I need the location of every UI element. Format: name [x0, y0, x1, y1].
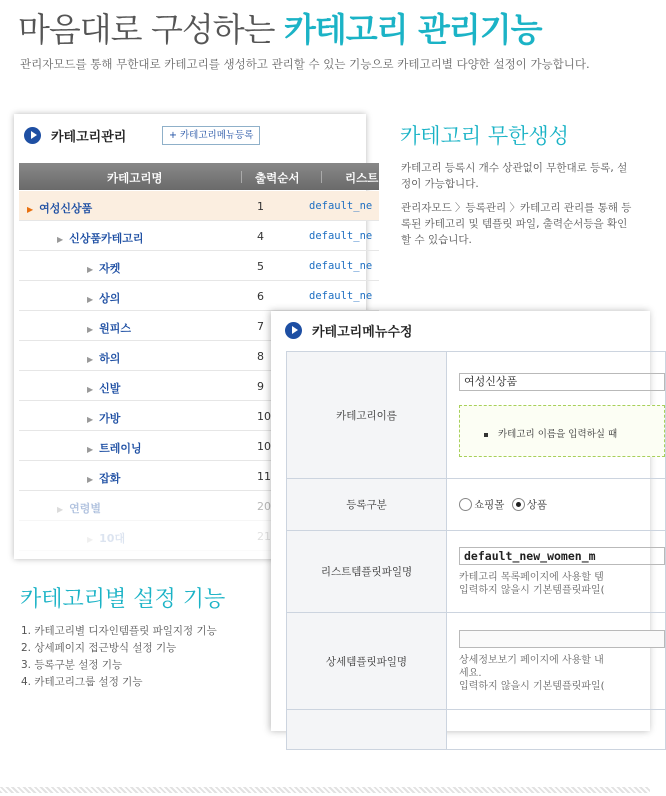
arrow-right-icon: ▶: [87, 295, 94, 304]
settings-item: 4. 카테고리그룹 설정 기능: [21, 676, 143, 688]
settings-list: [21, 623, 217, 691]
arrow-right-icon: ▶: [57, 505, 64, 514]
headline-light: 마음대로 구성하는: [18, 10, 275, 49]
category-name-hint-text: 카테고리 이름을 입력하실 때: [498, 429, 618, 440]
play-circle-icon: [285, 322, 302, 339]
edit-panel-title: [285, 319, 412, 341]
radio-product[interactable]: [512, 498, 525, 511]
category-name[interactable]: 신상품카테고리: [69, 232, 144, 245]
radio-shoppingmall-label: 쇼핑몰: [474, 499, 505, 511]
headline-bold: 카테고리 관리기능: [284, 10, 542, 49]
category-name[interactable]: 10대: [99, 532, 126, 545]
arrow-right-icon: ▶: [57, 235, 64, 244]
next-field-label: [287, 710, 447, 750]
category-name-label: 카테고리이름: [287, 352, 447, 479]
list-template-input[interactable]: default_new_women_m: [459, 547, 665, 565]
arrow-right-icon: ▶: [87, 535, 94, 544]
footer-divider: [0, 787, 650, 793]
col-order: 출력순서: [255, 171, 300, 185]
category-order: 21: [257, 530, 271, 543]
category-edit-form: [286, 351, 666, 750]
category-name[interactable]: 하의: [99, 352, 121, 365]
category-file[interactable]: default_ne: [309, 260, 373, 272]
category-edit-panel: [271, 311, 650, 731]
category-panel-title-text: 카테고리관리: [51, 129, 127, 145]
category-order: 7: [257, 320, 264, 333]
detail-template-label: 상세템플릿파일명: [287, 613, 447, 710]
category-table-header: [19, 163, 379, 190]
category-order: 5: [257, 260, 264, 273]
category-order: 11: [257, 470, 271, 483]
category-row[interactable]: [19, 281, 379, 311]
category-file[interactable]: default_ne: [309, 230, 373, 242]
col-category-name: 카테고리명: [107, 171, 163, 185]
category-order: 6: [257, 290, 264, 303]
category-name[interactable]: 자켓: [99, 262, 121, 275]
page-subline: 관리자모드를 통해 무한대로 카테고리를 생성하고 관리할 수 있는 기능으로 카테고리별 다양한 설정이 가능합니다.: [20, 57, 590, 71]
category-name[interactable]: 신발: [99, 382, 121, 395]
category-row[interactable]: [19, 251, 379, 281]
category-order: 10: [257, 410, 271, 423]
arrow-right-icon: ▶: [87, 415, 94, 424]
category-name-hint: [459, 405, 665, 457]
category-row[interactable]: [19, 191, 379, 221]
settings-item: 2. 상세페이지 접근방식 설정 기능: [21, 642, 177, 654]
settings-item: 1. 카테고리별 디자인템플릿 파일지정 기능: [21, 625, 217, 637]
category-order: 9: [257, 380, 264, 393]
unlimited-title: 카테고리 무한생성: [400, 124, 569, 148]
radio-shoppingmall[interactable]: [459, 498, 472, 511]
arrow-right-icon: ▶: [87, 475, 94, 484]
category-order: 10: [257, 440, 271, 453]
category-name[interactable]: 트레이닝: [99, 442, 142, 455]
category-file[interactable]: default_ne: [309, 290, 373, 302]
arrow-right-icon: ▶: [87, 325, 94, 334]
register-type-label: 등록구분: [287, 479, 447, 531]
category-name-input[interactable]: 여성신상품: [459, 373, 665, 391]
unlimited-desc-2: 관리자모드 〉등록관리 〉카테고리 관리를 통해 등록된 카테고리 및 템플릿 파일, 출력순서등을 확인할 수 있습니다.: [401, 202, 632, 246]
list-template-label: 리스트템플릿파일명: [287, 531, 447, 613]
category-name[interactable]: 잡화: [99, 472, 121, 485]
page-headline: [18, 4, 542, 51]
category-name[interactable]: 가방: [99, 412, 121, 425]
radio-product-label: 상품: [526, 499, 548, 511]
category-panel-title: [24, 124, 126, 146]
category-order: 4: [257, 230, 264, 243]
detail-template-note: 상세정보보기 페이지에 사용할 내 세요. 입력하지 않을시 기본템플릿파일(: [459, 654, 605, 692]
category-row[interactable]: [19, 221, 379, 251]
arrow-right-icon: ▶: [87, 265, 94, 274]
arrow-right-icon: ▶: [27, 205, 34, 214]
category-name[interactable]: 원피스: [99, 322, 132, 335]
category-name[interactable]: 여성신상품: [39, 202, 93, 215]
register-category-button[interactable]: + 카테고리메뉴등록: [162, 126, 260, 145]
edit-panel-title-text: 카테고리메뉴수정: [312, 324, 413, 340]
category-name[interactable]: 연령별: [69, 502, 102, 515]
arrow-right-icon: ▶: [87, 445, 94, 454]
category-order: 20: [257, 500, 271, 513]
category-file[interactable]: default_ne: [309, 200, 373, 212]
detail-template-input[interactable]: [459, 630, 665, 648]
settings-item: 3. 등록구분 설정 기능: [21, 659, 123, 671]
category-name[interactable]: 상의: [99, 292, 121, 305]
unlimited-desc-1: 카테고리 등록시 개수 상관없이 무한대로 등록, 설정이 가능합니다.: [401, 162, 628, 190]
col-list: 리스트: [345, 171, 379, 185]
list-template-note: 카테고리 목록페이지에 사용할 템 입력하지 않을시 기본템플릿파일(: [459, 571, 605, 596]
arrow-right-icon: ▶: [87, 355, 94, 364]
arrow-right-icon: ▶: [87, 385, 94, 394]
category-order: 1: [257, 200, 264, 213]
play-circle-icon: [24, 127, 41, 144]
settings-title: 카테고리별 설정 기능: [20, 587, 226, 612]
category-order: 8: [257, 350, 264, 363]
